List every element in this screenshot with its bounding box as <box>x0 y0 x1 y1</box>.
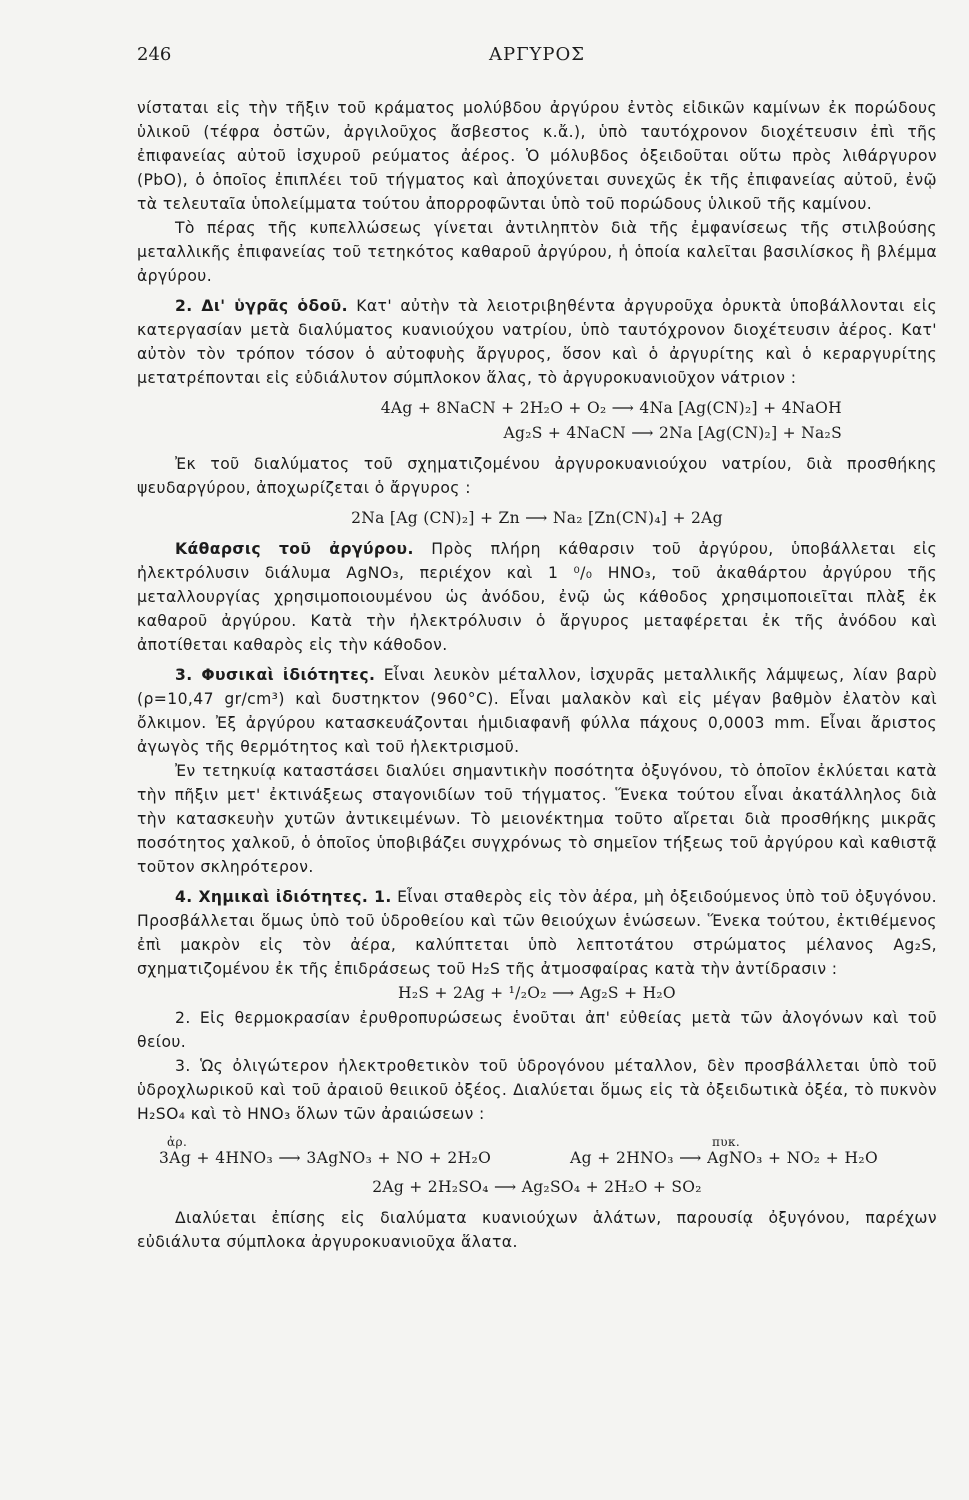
section-heading-physical: 3. Φυσικαὶ ἰδιότητες. <box>175 666 376 684</box>
equation-cyanide-2: Ag₂S + 4NaCN ⟶ 2Na [Ag(CN)₂] + Na₂S <box>503 424 842 442</box>
page-number: 246 <box>137 44 172 65</box>
wet-method-text: Κατ' αὐτὴν τὰ λειοτριβηθέντα ἀργυροῦχα ὀρυκτὰ ὑποβάλλονται εἰς κατεργασίαν μετὰ διαλύματος κυανιούχου νατρίου, ὑπὸ ταυτόχρονον διοχέτευσιν ἀέρος. Κατ' αὐτὸν τὸν τρόπον τόσον ὁ αὐτοφυὴς ἄργυρος, ὅσον καὶ ὁ ἀργυρίτης καὶ ὁ κεραργυρίτης μετατρέπονται εἰς εὐδιάλυτον σύμπλοκον ἅλας, τὸ ἀργυροκυανιοῦχον νάτριον : <box>137 297 937 387</box>
refining-text: Πρὸς πλήρη κάθαρσιν τοῦ ἀργύρου, ὑποβάλλεται εἰς ἠλεκτρόλυσιν διάλυμα AgNO₃, περιέχον καὶ 1 ⁰/₀ HNO₃, τοῦ ἀκαθάρτου ἀργύρου τῆς μεταλλουργίας χρησιμοποιουμένου ὡς ἀνόδου, ἐνῷ ὡς κάθοδος χρησιμοποιεῖται πλὰξ ἐκ καθαροῦ ἀργύρου. Κατὰ τὴν ἠλεκτρόλυσιν ὁ ἄργυρος μεταφέρεται ἐκ τῆς ἀνόδου καὶ ἀποτίθεται καθαρὸς εἰς τὴν κάθοδον. <box>137 540 937 654</box>
paragraph-zinc: Ἐκ τοῦ διαλύματος τοῦ σχηματιζομένου ἀργυροκυανιούχου νατρίου, διὰ προσθήκης ψευδαργύρου, ἀποχωρίζεται ὁ ἄργυρος : <box>137 455 937 497</box>
equation-cyanide-1: 4Ag + 8NaCN + 2H₂O + O₂ ⟶ 4Na [Ag(CN)₂] + 4NaOH <box>380 399 842 417</box>
equation-group-cyanide <box>137 396 937 446</box>
paragraph-cyanide-dissolution: Διαλύεται ἐπίσης εἰς διαλύματα κυανιούχων ἁλάτων, παρουσίᾳ ὀξυγόνου, παρέχων εὐδιάλυτα σύμπλοκα ἀργυροκυανιοῦχα ἅλατα. <box>137 1209 937 1251</box>
equation-row-nitric <box>137 1135 937 1169</box>
condition-concentrated: πυκ. <box>712 1135 741 1149</box>
section-heading-refining: Κάθαρσις τοῦ ἀργύρου. <box>175 540 414 558</box>
paragraph-acids: 3. Ὡς ὀλιγώτερον ἠλεκτροθετικὸν τοῦ ὑδρογόνου μέταλλον, δὲν προσβάλλεται ὑπὸ τοῦ ὑδροχλωρικοῦ καὶ τοῦ ἀραιοῦ θειικοῦ ὀξέος. Διαλύεται ὅμως εἰς τὰ ὀξειδωτικὰ ὀξέα, τὸ πυκνὸν H₂SO₄ καὶ τὸ HNO₃ ὅλων τῶν ἀραιώσεων : <box>137 1057 937 1123</box>
paragraph-cupellation: νίσταται εἰς τὴν τῆξιν τοῦ κράματος μολύβδου ἀργύρου ἐντὸς εἰδικῶν καμίνων ἐκ πορώδους ὑλικοῦ (τέφρα ὀστῶν, ἀργιλοῦχος ἄσβεστος κ.ἄ.), ὑπὸ ταυτόχρονον διοχέτευσιν ἐπὶ τῆς ἐπιφανείας αὐτοῦ ἰσχυροῦ ρεύματος ἀέρος. Ὁ μόλυβδος ὀξειδοῦται οὕτω πρὸς λιθάργυρον (PbO), ὁ ὁποῖος ἐπιπλέει τοῦ τήγματος καὶ ἀποχύνεται συνεχῶς ἐκ τῆς ἐπιφανείας αὐτοῦ, ἐνῷ τὰ τελευταῖα ὑπολείμματα τούτου ἀπορροφῶνται ὑπὸ τοῦ πορώδους ὑλικοῦ τῆς καμίνου. <box>137 99 937 213</box>
paragraph-wet-method <box>137 294 937 390</box>
paragraph-molten-state: Ἐν τετηκυίᾳ καταστάσει διαλύει σημαντικὴν ποσότητα ὀξυγόνου, τὸ ὁποῖον ἐκλύεται κατὰ τὴν πῆξιν μετ' ἐκτινάξεως σταγονιδίων τοῦ τήγματος. Ἕνεκα τούτου εἶναι ἀκατάλληλος διὰ τὴν κατασκευὴν χυτῶν ἀντικειμένων. Τὸ μειονέκτημα τοῦτο αἴρεται διὰ προσθήκης μικρᾶς ποσότητος χαλκοῦ, ὁ ὁποῖος ὑποβιβάζει συγχρόνως τὸ σημεῖον τήξεως τοῦ ἀργύρου καὶ καθιστᾷ τοῦτον σκληρότερον. <box>137 762 937 876</box>
equation-tarnish: H₂S + 2Ag + ¹/₂O₂ ⟶ Ag₂S + H₂O <box>398 984 676 1002</box>
condition-dilute: ἀρ. <box>167 1135 188 1149</box>
page-header <box>137 44 937 74</box>
page-body <box>137 96 937 1254</box>
paragraph-halogens: 2. Εἰς θερμοκρασίαν ἐρυθροπυρώσεως ἑνοῦται ἀπ' εὐθείας μετὰ τῶν ἀλογόνων καὶ τοῦ θείου. <box>137 1009 937 1051</box>
paragraph-cupellation-end: Τὸ πέρας τῆς κυπελλώσεως γίνεται ἀντιληπτὸν διὰ τῆς ἐμφανίσεως τῆς στιλβούσης μεταλλικῆς ἐπιφανείας τοῦ τετηκότος καθαροῦ ἀργύρου, ἡ ὁποία καλεῖται βασιλίσκος ἢ βλέμμα ἀργύρου. <box>137 219 937 285</box>
running-title: ΑΡΓΥΡΟΣ <box>488 44 586 65</box>
equation-group-acids <box>137 1135 937 1200</box>
physical-text: Εἶναι λευκὸν μέταλλον, ἰσχυρᾶς μεταλλικῆς λάμψεως, λίαν βαρὺ (ρ=10,47 gr/cm³) καὶ δυστηκτον (960°C). Εἶναι μαλακὸν καὶ εἰς μέγαν βαθμὸν ἐλατὸν καὶ ὄλκιμον. Ἐξ ἀργύρου κατασκευάζονται ἡμιδιαφανῆ φύλλα πάχους 0,0003 mm. Εἶναι ἄριστος ἀγωγὸς τῆς θερμότητος καὶ τοῦ ἠλεκτρισμοῦ. <box>137 666 937 756</box>
equation-sulfuric: 2Ag + 2H₂SO₄ ⟶ Ag₂SO₄ + 2H₂O + SO₂ <box>372 1178 702 1196</box>
paragraph-refining <box>137 537 937 657</box>
paragraph-chemical <box>137 885 937 981</box>
equation-nitric-concentrated: Ag + 2HNO₃ ⟶ AgNO₃ + NO₂ + H₂O <box>570 1149 879 1167</box>
equation-zinc: 2Na [Ag (CN)₂] + Zn ⟶ Na₂ [Zn(CN)₄] + 2Ag <box>351 509 723 527</box>
equation-nitric-dilute: 3Ag + 4HNO₃ ⟶ 3AgNO₃ + NO + 2H₂O <box>159 1149 492 1167</box>
chemical-text: Εἶναι σταθερὸς εἰς τὸν ἀέρα, μὴ ὀξειδούμενος ὑπὸ τοῦ ὀξυγόνου. Προσβάλλεται ὅμως ὑπὸ τοῦ ὑδροθείου καὶ τῶν θειούχων ἑνώσεων. Ἕνεκα τούτου, ἐκτιθέμενος ἐπὶ μακρὸν εἰς τὸν ἀέρα, καλύπτεται ὑπὸ λεπτοτάτου στρώματος μέλανος Ag₂S, σχηματιζομένου ἐκ τῆς ἐπιδράσεως τοῦ H₂S τῆς ἀτμοσφαίρας κατὰ τὴν ἀντίδρασιν : <box>137 888 937 978</box>
section-heading-wet-method: 2. Δι' ὑγρᾶς ὁδοῦ. <box>175 297 348 315</box>
section-heading-chemical: 4. Χημικαὶ ἰδιότητες. 1. <box>175 888 392 906</box>
paragraph-physical <box>137 663 937 759</box>
